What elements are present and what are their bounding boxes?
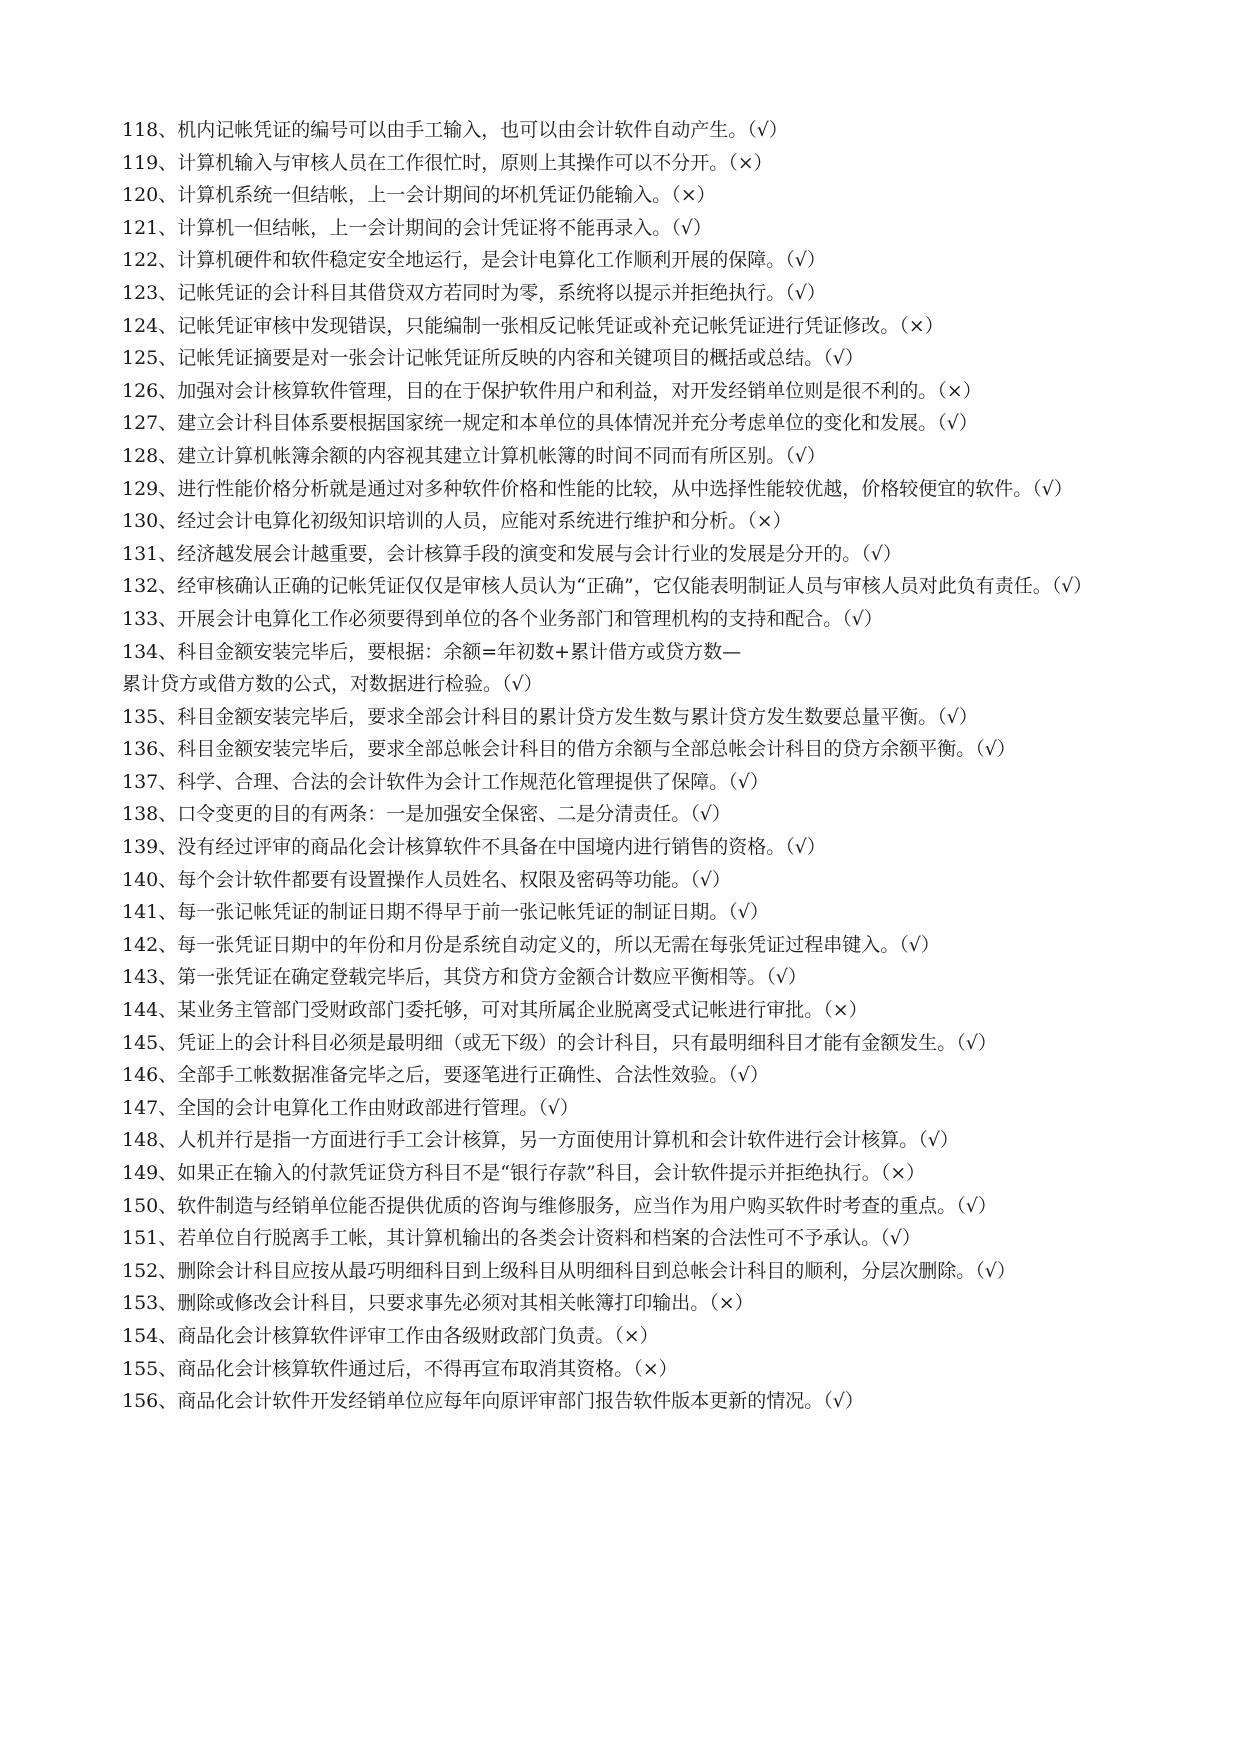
question-item-125: 125、记帐凭证摘要是对一张会计记帐凭证所反映的内容和关键项目的概括或总结。（√）	[122, 347, 864, 370]
question-item-132: 132、经审核确认正确的记帐凭证仅仅是审核人员认为“正确”，它仅能表明制证人员与审核人员对此负有责任。（√）	[122, 575, 1093, 598]
question-item-126: 126、加强对会计核算软件管理，目的在于保护软件用户和利益，对开发经销单位则是很不利的。（×）	[122, 379, 982, 402]
question-item-128: 128、建立计算机帐簿余额的内容视其建立计算机帐簿的时间不同而有所区别。（√）	[122, 444, 826, 467]
question-item-134: 134、科目金额安装完毕后，要根据：余额=年初数+累计借方或贷方数— 累计贷方或借方数的公式，对数据进行检验。（√）	[122, 640, 742, 696]
question-item-121: 121、计算机一但结帐，上一会计期间的会计凭证将不能再录入。（√）	[122, 216, 712, 239]
question-item-127: 127、建立会计科目体系要根据国家统一规定和本单位的具体情况并充分考虑单位的变化和发展。（√）	[122, 412, 978, 435]
question-item-133: 133、开展会计电算化工作必须要得到单位的各个业务部门和管理机构的支持和配合。（√）	[122, 607, 883, 630]
question-item-122: 122、计算机硬件和软件稳定安全地运行，是会计电算化工作顺利开展的保障。（√）	[122, 249, 826, 272]
question-item-138: 138、口令变更的目的有两条：一是加强安全保密、二是分清责任。（√）	[122, 803, 731, 826]
document-body	[122, 114, 1132, 1418]
question-item-119: 119、计算机输入与审核人员在工作很忙时，原则上其操作可以不分开。（×）	[122, 151, 773, 174]
question-item-154: 154、商品化会计核算软件评审工作由各级财政部门负责。（×）	[122, 1324, 659, 1347]
question-item-139: 139、没有经过评审的商品化会计核算软件不具备在中国境内进行销售的资格。（√）	[122, 836, 826, 859]
question-item-124: 124、记帐凭证审核中发现错误，只能编制一张相反记帐凭证或补充记帐凭证进行凭证修改。（×）	[122, 314, 944, 337]
question-item-146: 146、全部手工帐数据准备完毕之后，要逐笔进行正确性、合法性效验。（√）	[122, 1064, 769, 1087]
question-item-156: 156、商品化会计软件开发经销单位应每年向原评审部门报告软件版本更新的情况。（√）	[122, 1390, 864, 1413]
question-item-130: 130、经过会计电算化初级知识培训的人员，应能对系统进行维护和分析。（×）	[122, 510, 792, 533]
question-item-150: 150、软件制造与经销单位能否提供优质的咨询与维修服务，应当作为用户购买软件时考查的重点。（√）	[122, 1194, 997, 1217]
question-item-144: 144、某业务主管部门受财政部门委托够，可对其所属企业脱离受式记帐进行审批。（×）	[122, 999, 868, 1022]
question-item-131: 131、经济越发展会计越重要，会计核算手段的演变和发展与会计行业的发展是分开的。（√）	[122, 542, 902, 565]
question-item-143: 143、第一张凭证在确定登载完毕后，其贷方和贷方金额合计数应平衡相等。（√）	[122, 966, 807, 989]
question-item-142: 142、每一张凭证日期中的年份和月份是系统自动定义的，所以无需在每张凭证过程串键入。（√）	[122, 933, 940, 956]
question-item-135: 135、科目金额安装完毕后，要求全部会计科目的累计贷方发生数与累计贷方发生数要总量平衡。（√）	[122, 705, 978, 728]
question-item-120: 120、计算机系统一但结帐，上一会计期间的坏机凭证仍能输入。（×）	[122, 184, 716, 207]
question-item-129: 129、进行性能价格分析就是通过对多种软件价格和性能的比较，从中选择性能较优越，价格较便宜的软件。（√）	[122, 477, 1073, 500]
question-item-137: 137、科学、合理、合法的会计软件为会计工作规范化管理提供了保障。（√）	[122, 770, 769, 793]
question-item-123: 123、记帐凭证的会计科目其借贷双方若同时为零，系统将以提示并拒绝执行。（√）	[122, 281, 826, 304]
question-item-136: 136、科目金额安装完毕后，要求全部总帐会计科目的借方余额与全部总帐会计科目的贷方余额平衡。（√）	[122, 738, 1016, 761]
question-item-118: 118、机内记帐凭证的编号可以由手工输入，也可以由会计软件自动产生。（√）	[122, 119, 788, 141]
question-item-151: 151、若单位自行脱离手工帐，其计算机输出的各类会计资料和档案的合法性可不予承认。（√）	[122, 1227, 921, 1250]
question-item-152: 152、删除会计科目应按从最巧明细科目到上级科目从明细科目到总帐会计科目的顺利，分层次删除。（√）	[122, 1259, 1016, 1282]
question-item-148: 148、人机并行是指一方面进行手工会计核算，另一方面使用计算机和会计软件进行会计核算。（√）	[122, 1129, 959, 1152]
question-item-140: 140、每个会计软件都要有设置操作人员姓名、权限及密码等功能。（√）	[122, 868, 731, 891]
question-item-141: 141、每一张记帐凭证的制证日期不得早于前一张记帐凭证的制证日期。（√）	[122, 901, 769, 924]
question-item-155: 155、商品化会计核算软件通过后，不得再宣布取消其资格。（×）	[122, 1357, 678, 1380]
question-item-147: 147、全国的会计电算化工作由财政部进行管理。（√）	[122, 1096, 579, 1119]
question-item-153: 153、删除或修改会计科目，只要求事先必须对其相关帐簿打印输出。（×）	[122, 1292, 754, 1315]
question-item-145: 145、凭证上的会计科目必须是最明细（或无下级）的会计科目，只有最明细科目才能有金额发生。（√）	[122, 1031, 997, 1054]
question-item-149: 149、如果正在输入的付款凭证贷方科目不是“银行存款”科目，会计软件提示并拒绝执行。（×）	[122, 1162, 926, 1184]
